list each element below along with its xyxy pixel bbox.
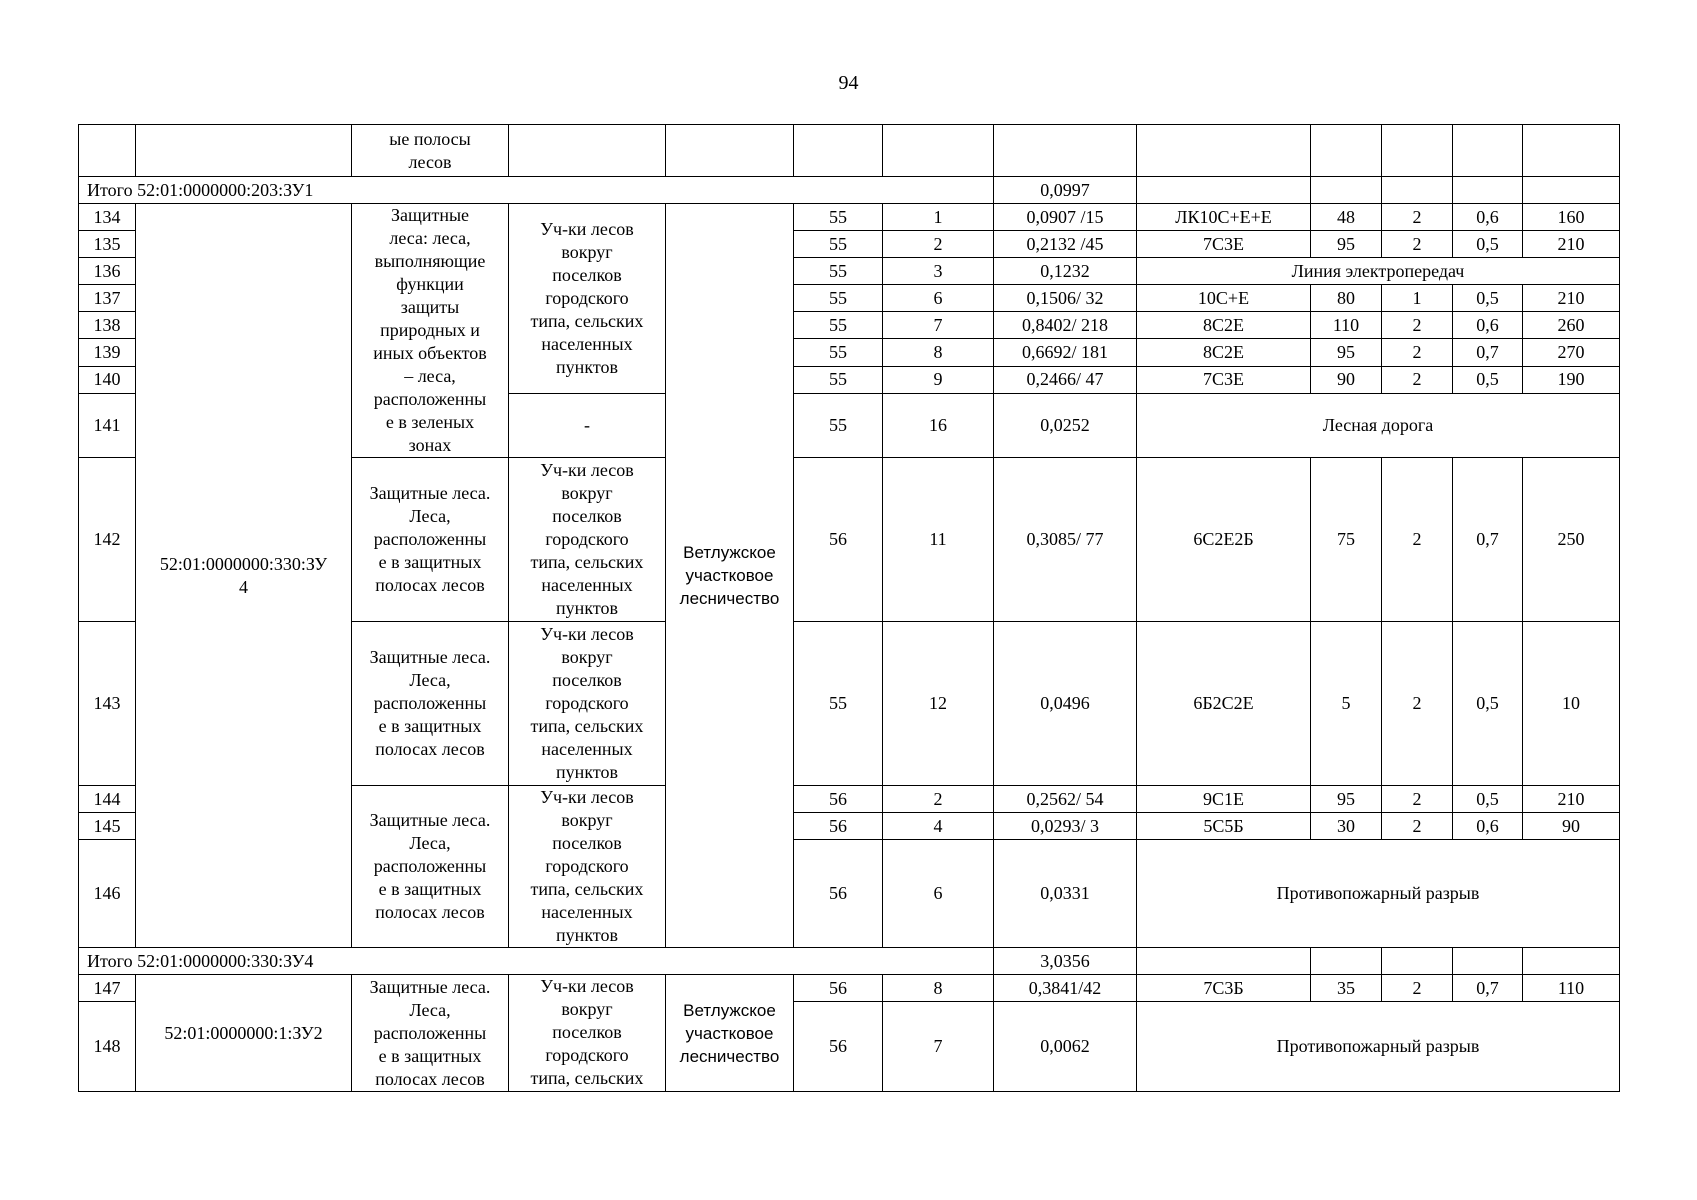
parcel-number: 52:01:0000000:1:ЗУ2 — [136, 975, 352, 1092]
section: 16 — [883, 393, 994, 457]
quarter: 55 — [794, 366, 883, 393]
forest-subcategory: Уч-ки лесов вокруг поселков городского типа, сельских населенных пунктов — [509, 622, 666, 786]
quarter: 56 — [794, 1002, 883, 1092]
section: 7 — [883, 1002, 994, 1092]
total-area: 3,0356 — [994, 948, 1137, 975]
forest-subcategory: - — [509, 393, 666, 457]
row-number: 141 — [79, 393, 136, 457]
section: 2 — [883, 786, 994, 813]
stock: 110 — [1523, 975, 1620, 1002]
forest-subcategory: Уч-ки лесов вокруг поселков городского типа, сельских населенных пунктов — [509, 458, 666, 622]
section: 11 — [883, 458, 994, 622]
row-number: 142 — [79, 458, 136, 622]
total-label: Итого 52:01:0000000:330:ЗУ4 — [79, 948, 994, 975]
stock: 210 — [1523, 285, 1620, 312]
total-row — [79, 177, 1620, 204]
composition: 7С3Б — [1137, 975, 1311, 1002]
density: 0,5 — [1453, 285, 1523, 312]
continuation-row — [79, 125, 1620, 177]
composition: 7С3Е — [1137, 231, 1311, 258]
area: 0,2562/ 54 — [994, 786, 1137, 813]
density: 0,7 — [1453, 458, 1523, 622]
row-number: 140 — [79, 366, 136, 393]
quarter: 55 — [794, 231, 883, 258]
bonitet: 2 — [1382, 231, 1453, 258]
density: 0,5 — [1453, 366, 1523, 393]
row-number: 135 — [79, 231, 136, 258]
age: 95 — [1311, 786, 1382, 813]
age: 90 — [1311, 366, 1382, 393]
total-label: Итого 52:01:0000000:203:ЗУ1 — [79, 177, 994, 204]
density: 0,5 — [1453, 231, 1523, 258]
area: 0,1506/ 32 — [994, 285, 1137, 312]
composition: 8С2Е — [1137, 339, 1311, 366]
forest-subcategory: Уч-ки лесов вокруг поселков городского типа, сельских населенных пунктов — [509, 204, 666, 394]
section: 8 — [883, 975, 994, 1002]
density: 0,7 — [1453, 339, 1523, 366]
forest-subcategory: Уч-ки лесов вокруг поселков городского типа, сельских — [509, 975, 666, 1092]
quarter: 55 — [794, 393, 883, 457]
area: 0,0062 — [994, 1002, 1137, 1092]
bonitet: 2 — [1382, 813, 1453, 840]
age: 30 — [1311, 813, 1382, 840]
row-number: 136 — [79, 258, 136, 285]
age: 110 — [1311, 312, 1382, 339]
forestry-name: Ветлужское участковое лесничество — [666, 975, 794, 1092]
density: 0,7 — [1453, 975, 1523, 1002]
bonitet: 2 — [1382, 339, 1453, 366]
area: 0,0331 — [994, 840, 1137, 948]
table-row — [79, 975, 1620, 1002]
total-area: 0,0997 — [994, 177, 1137, 204]
area: 0,8402/ 218 — [994, 312, 1137, 339]
quarter: 55 — [794, 204, 883, 231]
composition: 6С2Е2Б — [1137, 458, 1311, 622]
category-cell: ые полосы лесов — [352, 125, 509, 177]
quarter: 55 — [794, 339, 883, 366]
protection-category: Защитные леса. Леса, расположенны е в защитных полосах лесов — [352, 786, 509, 948]
forestry-name: Ветлужское участковое лесничество — [666, 204, 794, 948]
row-number: 144 — [79, 786, 136, 813]
stock: 10 — [1523, 622, 1620, 786]
total-row — [79, 948, 1620, 975]
area: 0,0907 /15 — [994, 204, 1137, 231]
section: 2 — [883, 231, 994, 258]
age: 48 — [1311, 204, 1382, 231]
area: 0,6692/ 181 — [994, 339, 1137, 366]
section: 12 — [883, 622, 994, 786]
section: 6 — [883, 840, 994, 948]
age: 35 — [1311, 975, 1382, 1002]
quarter: 56 — [794, 786, 883, 813]
quarter: 56 — [794, 975, 883, 1002]
composition: 6Б2С2Е — [1137, 622, 1311, 786]
stock: 260 — [1523, 312, 1620, 339]
age: 95 — [1311, 339, 1382, 366]
protection-category: Защитные леса. Леса, расположенны е в защитных полосах лесов — [352, 975, 509, 1092]
area: 0,0293/ 3 — [994, 813, 1137, 840]
page-number: 94 — [838, 72, 859, 94]
composition: ЛК10С+Е+Е — [1137, 204, 1311, 231]
density: 0,5 — [1453, 786, 1523, 813]
protection-category: Защитные леса. Леса, расположенны е в защитных полосах лесов — [352, 458, 509, 622]
quarter: 56 — [794, 813, 883, 840]
section: 4 — [883, 813, 994, 840]
quarter: 56 — [794, 458, 883, 622]
density: 0,6 — [1453, 204, 1523, 231]
bonitet: 2 — [1382, 975, 1453, 1002]
stock: 160 — [1523, 204, 1620, 231]
protection-category: Защитные леса. Леса, расположенны е в защитных полосах лесов — [352, 622, 509, 786]
row-number: 146 — [79, 840, 136, 948]
density: 0,6 — [1453, 813, 1523, 840]
quarter: 55 — [794, 312, 883, 339]
section: 3 — [883, 258, 994, 285]
protection-category: Защитные леса: леса, выполняющие функции защиты природных и иных объектов – леса, расположенны е в зеленых зонах — [352, 204, 509, 458]
quarter: 55 — [794, 258, 883, 285]
age: 5 — [1311, 622, 1382, 786]
row-number: 134 — [79, 204, 136, 231]
row-number: 139 — [79, 339, 136, 366]
age: 75 — [1311, 458, 1382, 622]
row-number: 137 — [79, 285, 136, 312]
parcel-number: 52:01:0000000:330:ЗУ 4 — [136, 204, 352, 948]
stock: 270 — [1523, 339, 1620, 366]
bonitet: 2 — [1382, 312, 1453, 339]
row-number: 148 — [79, 1002, 136, 1092]
row-number: 145 — [79, 813, 136, 840]
stock: 190 — [1523, 366, 1620, 393]
section: 8 — [883, 339, 994, 366]
composition: 8С2Е — [1137, 312, 1311, 339]
area: 0,3085/ 77 — [994, 458, 1137, 622]
row-number: 138 — [79, 312, 136, 339]
bonitet: 2 — [1382, 786, 1453, 813]
bonitet: 2 — [1382, 204, 1453, 231]
quarter: 55 — [794, 622, 883, 786]
forest-plots-table — [78, 124, 1620, 1092]
land-use-note: Линия электропередач — [1137, 258, 1620, 285]
area: 0,0252 — [994, 393, 1137, 457]
section: 1 — [883, 204, 994, 231]
age: 80 — [1311, 285, 1382, 312]
area: 0,2132 /45 — [994, 231, 1137, 258]
stock: 250 — [1523, 458, 1620, 622]
section: 6 — [883, 285, 994, 312]
quarter: 56 — [794, 840, 883, 948]
density: 0,6 — [1453, 312, 1523, 339]
area: 0,2466/ 47 — [994, 366, 1137, 393]
composition: 10С+Е — [1137, 285, 1311, 312]
area: 0,3841/42 — [994, 975, 1137, 1002]
age: 95 — [1311, 231, 1382, 258]
composition: 7С3Е — [1137, 366, 1311, 393]
composition: 5С5Б — [1137, 813, 1311, 840]
bonitet: 1 — [1382, 285, 1453, 312]
row-number: 143 — [79, 622, 136, 786]
section: 7 — [883, 312, 994, 339]
bonitet: 2 — [1382, 366, 1453, 393]
land-use-note: Противопожарный разрыв — [1137, 840, 1620, 948]
area: 0,0496 — [994, 622, 1137, 786]
section: 9 — [883, 366, 994, 393]
bonitet: 2 — [1382, 622, 1453, 786]
land-use-note: Противопожарный разрыв — [1137, 1002, 1620, 1092]
composition: 9С1Е — [1137, 786, 1311, 813]
area: 0,1232 — [994, 258, 1137, 285]
stock: 90 — [1523, 813, 1620, 840]
bonitet: 2 — [1382, 458, 1453, 622]
row-number: 147 — [79, 975, 136, 1002]
stock: 210 — [1523, 231, 1620, 258]
forest-subcategory: Уч-ки лесов вокруг поселков городского типа, сельских населенных пунктов — [509, 786, 666, 948]
density: 0,5 — [1453, 622, 1523, 786]
stock: 210 — [1523, 786, 1620, 813]
land-use-note: Лесная дорога — [1137, 393, 1620, 457]
quarter: 55 — [794, 285, 883, 312]
table-row — [79, 204, 1620, 231]
